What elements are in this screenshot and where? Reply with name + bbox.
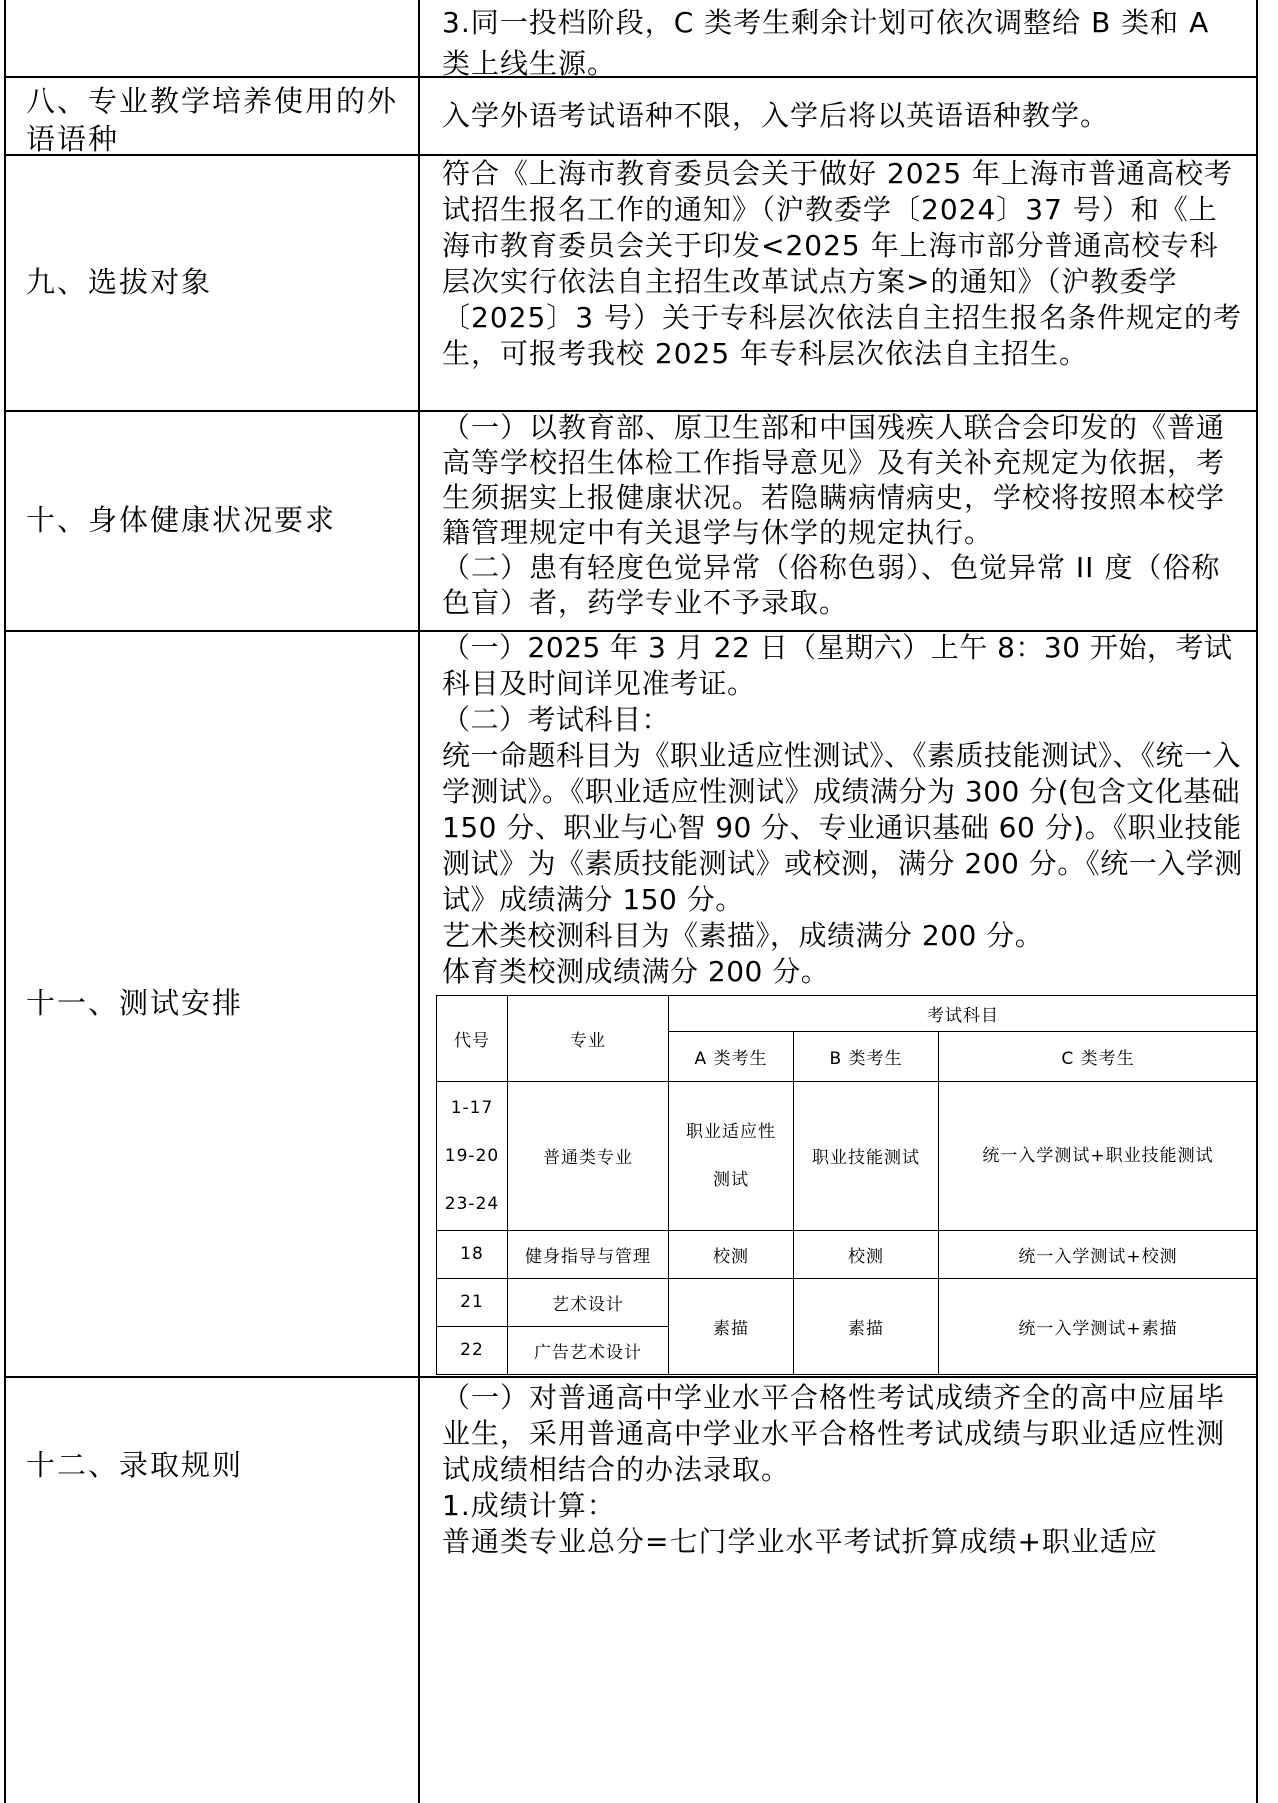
b-cell: 职业技能测试 — [794, 1082, 939, 1230]
paragraph: （二）考试科目： — [442, 703, 671, 736]
table-row — [437, 1230, 1258, 1278]
paragraph: 1.成绩计算： — [442, 1489, 616, 1522]
major-cell: 广告艺术设计 — [508, 1326, 669, 1374]
b-cell: 素描 — [794, 1278, 939, 1374]
major-cell: 健身指导与管理 — [508, 1230, 669, 1278]
paragraph: 体育类校测成绩满分 200 分。 — [442, 955, 830, 988]
row-content — [422, 1376, 1256, 1803]
c-cell: 统一入学测试+校测 — [939, 1230, 1258, 1278]
row-label: 十二、录取规则 — [6, 1376, 420, 1803]
header-major: 专业 — [508, 996, 669, 1082]
a-cell: 职业适应性测试 — [669, 1082, 794, 1230]
header-c: C 类考生 — [939, 1032, 1258, 1082]
label-text: 八、专业教学培养使用的外语语种 — [26, 84, 399, 156]
row-label — [6, 76, 420, 154]
code-cell: 18 — [437, 1230, 508, 1278]
major-cell: 普通类专业 — [508, 1082, 669, 1230]
table-row — [437, 1278, 1258, 1326]
row-health-requirements — [6, 410, 1256, 632]
row-content — [422, 154, 1256, 410]
code-cell: 21 — [437, 1278, 508, 1326]
paragraph: 3.同一投档阶段，C 类考生剩余计划可依次调整给 B 类和 A 类上线生源。 — [442, 6, 1210, 80]
row-foreign-language — [6, 76, 1256, 156]
paragraph: （一）2025 年 3 月 22 日（星期六）上午 8：30 开始，考试科目及时间详见准考证。 — [442, 631, 1233, 700]
paragraph: 艺术类校测科目为《素描》，成绩满分 200 分。 — [442, 919, 1044, 952]
row-label — [6, 0, 420, 76]
header-subjects: 考试科目 — [669, 996, 1258, 1032]
header-b: B 类考生 — [794, 1032, 939, 1082]
row-label: 十、身体健康状况要求 — [6, 410, 420, 630]
paragraph: （一）对普通高中学业水平合格性考试成绩齐全的高中应届毕业生，采用普通高中学业水平合格性考试成绩与职业适应性测试成绩相结合的办法录取。 — [442, 1381, 1226, 1486]
row-label: 九、选拔对象 — [6, 154, 420, 410]
c-cell: 统一入学测试+素描 — [939, 1278, 1258, 1374]
code-cell — [437, 1082, 508, 1230]
header-a: A 类考生 — [669, 1032, 794, 1082]
table-row — [437, 1082, 1258, 1230]
paragraph: 入学外语考试语种不限，入学后将以英语语种教学。 — [442, 98, 1110, 132]
paragraph: 统一命题科目为《职业适应性测试》、《素质技能测试》、《统一入学测试》。《职业适应性测试》成绩满分为 300 分(包含文化基础 150 分、职业与心智 90 分、专业通识基础 60 分)。《职业技能测试》为《素质技能测试》或校测，满分 200 分。《统一入学测试》成绩满分 150 分。 — [442, 739, 1243, 916]
row-content — [422, 0, 1256, 80]
code-value: 19-20 — [444, 1145, 500, 1166]
a-cell: 素描 — [669, 1278, 794, 1374]
code-cell: 22 — [437, 1326, 508, 1374]
row-admission-rules — [6, 1376, 1256, 1803]
row-content — [422, 410, 1256, 630]
row-continuation — [6, 0, 1256, 78]
c-cell: 统一入学测试+职业技能测试 — [939, 1082, 1258, 1230]
b-cell: 校测 — [794, 1230, 939, 1278]
paragraph: 普通类专业总分=七门学业水平考试折算成绩+职业适应 — [442, 1525, 1158, 1558]
row-label: 十一、测试安排 — [6, 630, 420, 1376]
code-value: 1-17 — [450, 1097, 494, 1118]
code-value: 23-24 — [444, 1193, 500, 1214]
paragraph: 符合《上海市教育委员会关于做好 2025 年上海市普通高校考试招生报名工作的通知》（沪教委学〔2024〕37 号）和《上海市教育委员会关于印发<2025 年上海市部分普通高校专科层次实行依法自主招生改革试点方案>的通知》（沪教委学〔2025〕3 号）关于专科层次依法自主招生报名条件规定的考生，可报考我校 2025 年专科层次依法自主招生。 — [442, 157, 1242, 370]
exam-subjects-table — [436, 995, 1258, 1375]
a-cell: 校测 — [669, 1230, 794, 1278]
header-code: 代号 — [437, 996, 508, 1082]
paragraph: （一）以教育部、原卫生部和中国残疾人联合会印发的《普通高等学校招生体检工作指导意见》及有关补充规定为依据，考生须据实上报健康状况。若隐瞒病情病史，学校将按照本校学籍管理规定中有关退学与休学的规定执行。 — [442, 411, 1226, 549]
major-cell: 艺术设计 — [508, 1278, 669, 1326]
row-eligibility — [6, 154, 1256, 412]
admission-rules-document — [4, 0, 1258, 1803]
row-content — [422, 76, 1256, 154]
paragraph: （二）患有轻度色觉异常（俗称色弱）、色觉异常 II 度（俗称色盲）者，药学专业不予录取。 — [442, 551, 1221, 619]
